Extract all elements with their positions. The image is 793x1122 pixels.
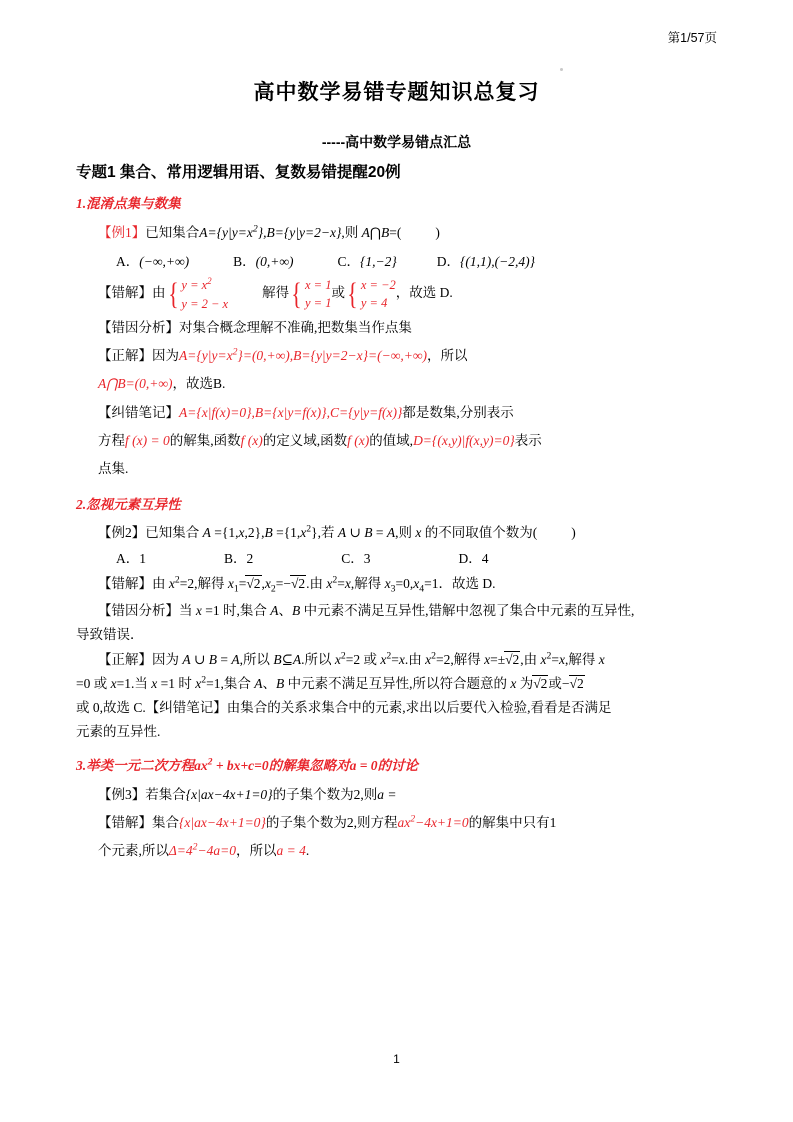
example-2-statement (76, 521, 717, 544)
system-3-line-2: y = 4 (360, 296, 388, 311)
example-3-statement (76, 782, 717, 808)
page-title: 高中数学易错专题知识总复习 (253, 81, 540, 104)
option2-A-key: A． (116, 550, 140, 566)
right-text-d-1: B. (213, 376, 226, 392)
option-A (116, 248, 189, 275)
note-text-a-1: 都是数集,分别表示 (402, 404, 514, 420)
example-3-label: 【例3】 (98, 786, 146, 802)
wrong-label-1: 【错解】 (98, 285, 152, 301)
option-D-value: {(1,1),(−2,4)} (460, 254, 536, 270)
example-2-correct-line-4 (76, 720, 717, 743)
option2-C (341, 545, 370, 572)
example-2-correct-line-2 (76, 672, 717, 695)
option-C (337, 248, 396, 275)
system-2-line-1: x = 1 (305, 277, 332, 292)
option2-D-value: 4 (481, 550, 489, 566)
wrong-math-a-3: {x|ax−4x+1=0} (179, 814, 266, 830)
note-math-e-1: D={(x,y)|f(x,y)=0} (413, 432, 515, 448)
option2-C-key: C． (341, 550, 364, 566)
right-text-c-1: ，故选 (172, 376, 214, 392)
page-header-label: 第1/57页 (667, 31, 717, 45)
example-3-text-b: 的子集个数为2,则 (272, 786, 378, 802)
option2-D (459, 545, 489, 572)
example-1-note-line-3 (76, 456, 717, 482)
wrong-text-b-1: 解得 (262, 285, 290, 301)
example-1-options (76, 248, 717, 275)
right-text-2a: 因为 A ∪ B = A,所以 B⊆A.所以 $x^2=2$ 或 $x^2=x$.由 $x^2=2$,解得 x=±√2,由 $x^2=x$,解得 x (152, 650, 605, 667)
option-C-key: C． (337, 254, 360, 270)
example-1-set-math: $A=\{y|y=x^2\},B=\{y|y=2-x\}$ (199, 223, 342, 240)
section-3-math: $ax^2$ + bx (194, 756, 241, 773)
option-B-value: (0,+∞) (255, 254, 294, 270)
wrong-text-a-3: 集合 (152, 814, 179, 830)
example-1-text-a: 已知集合 (145, 225, 200, 240)
example-1-label: 【例1】 (98, 225, 146, 240)
section-3-math2: a = 0 (349, 757, 378, 773)
example-2-cause-line-2 (76, 623, 717, 646)
example-1-correct-line-2 (76, 371, 717, 397)
topic-heading: 专题1 集合、常用逻辑用语、复数易错提醒20例 (76, 164, 401, 181)
option2-C-value: 3 (363, 550, 371, 566)
note-math-c-1: f (x) (240, 432, 263, 448)
right-math-b-1: A⋂B=(0,+∞) (98, 376, 173, 392)
right-math-a-1: $A=\{y|y=x^2\}=(0,+\infty),B=\{y|y=2-x\}=(-\infty,+\infty)$ (179, 346, 427, 364)
right-label-1: 【正解】 (98, 348, 152, 364)
option-A-value: (−∞,+∞) (139, 254, 190, 270)
example-3-wrong-line-2 (76, 838, 717, 864)
note-math-b-1: f (x) = 0 (125, 432, 170, 448)
option-C-value: {1,−2} (359, 254, 397, 270)
section-3-tail: 的讨论 (377, 757, 419, 773)
wrong-label-3: 【错解】 (98, 814, 152, 830)
wrong-math-d-3: a = 4 (276, 843, 306, 859)
wrong-text-2: 由 $x^2=2$,解得 $x_1=√2,x_2=-√2$.由 $x^2=x$,解得 $x_3=0,x_4=1$．故选 D. (152, 574, 496, 595)
example-2-cause-line-1 (76, 599, 717, 622)
section-3-prefix: 3.举类一元二次方程 (76, 757, 195, 773)
wrong-text-e-3: ，所以 (236, 843, 277, 859)
right-text-b-1: ，所以 (426, 348, 468, 364)
cause-text-2: 当 x =1 时,集合 A、B 中元素不满足互异性,错解中忽视了集合中元素的互异性, (179, 603, 635, 619)
note-label-1: 【纠错笔记】 (98, 404, 179, 420)
page-number-footer: 1 (393, 1052, 400, 1066)
wrong-text-a-1: 由 (152, 285, 166, 301)
note-text-d-1: 的定义域,函数 (262, 432, 348, 448)
example-1-text-b: ,则 A⋂B=( ) (341, 225, 440, 240)
example-3-math: {x|ax−4x+1=0} (185, 786, 273, 802)
option-B-key: B． (233, 254, 256, 270)
section-1-heading: 1.混淆点集与数集 (76, 196, 181, 211)
example-2-wrong (76, 572, 717, 598)
example-2-correct-line-1 (76, 648, 717, 671)
option-D (437, 248, 535, 275)
wrong-math-c-3: $\Delta=4^2-4a=0$ (168, 841, 237, 859)
example-1-wrong-solution (76, 275, 717, 312)
option2-B-value: 2 (246, 550, 254, 566)
right-text-2d: 元素的互异性. (76, 724, 161, 740)
example-3-math-b: a = (377, 786, 397, 802)
wrong-text-b-3: 的子集个数为2,则方程 (265, 814, 398, 830)
option2-A (116, 545, 146, 572)
note-text-e-1: 的值域, (369, 432, 414, 448)
wrong-text-f-3: . (305, 843, 310, 859)
note-text-f-1: 表示 (514, 432, 542, 448)
example-1-cause (76, 315, 717, 341)
system-1: { $y = x^2$ y = 2 − x (166, 275, 229, 312)
option2-B (224, 545, 253, 572)
system-3-line-1: x = −2 (360, 277, 396, 292)
cause-label-2: 【错因分析】 (98, 603, 179, 619)
wrong-or-1: 或 (331, 285, 345, 301)
wrong-math-b-3: $ax^2-4x+1=0$ (397, 813, 469, 830)
system-1-line-2: y = 2 − x (181, 296, 229, 311)
decorative-dot (560, 68, 563, 71)
option-B (233, 248, 293, 275)
note-text-c-1: 的解集,函数 (169, 432, 241, 448)
right-text-a-1: 因为 (152, 348, 179, 364)
section-3-suffix: 的解集忽略对 (268, 757, 350, 773)
example-1-note-line-2 (76, 428, 717, 454)
note-math-d-1: f (x) (347, 432, 370, 448)
option2-B-key: B． (224, 550, 247, 566)
wrong-text-c-1: ，故选 D. (395, 285, 453, 301)
example-1-note-line-1 (76, 400, 717, 426)
example-1-correct-line-1 (76, 343, 717, 369)
wrong-label-2: 【错解】 (98, 575, 152, 591)
cause-label-1: 【错因分析】 (98, 319, 179, 335)
note-math-a-1: A={x|f(x)=0},B={x|y=f(x)},C={y|y=f(x)} (179, 404, 403, 420)
section-3-heading (76, 754, 717, 774)
right-text-2c: 或 0,故选 C.【纠错笔记】由集合的关系求集合中的元素,求出以后要代入检验,看看是否满足 (76, 700, 612, 716)
option2-A-value: 1 (139, 550, 146, 566)
cause-text-1: 对集合概念理解不准确,把数集当作点集 (179, 319, 412, 335)
wrong-text-c-3: 的解集中只有1 (468, 814, 557, 830)
example-2-options (76, 545, 717, 572)
option-A-key: A． (116, 254, 140, 270)
section-2-heading: 2.忽视元素互异性 (76, 496, 181, 512)
wrong-text-d-3: 个元素,所以 (98, 843, 169, 859)
example-3-text-a: 若集合 (145, 786, 186, 802)
note-text-b-1: 方程 (98, 432, 125, 448)
example-2-text: 已知集合 $A =\{1,x,2\},B =\{1,x^2\}$,若 A ∪ B = A,则 x 的不同取值个数为( ) (145, 523, 576, 540)
option2-D-key: D． (458, 550, 482, 566)
system-3: { x = −2 y = 4 (347, 275, 396, 311)
option-D-key: D． (436, 254, 461, 270)
right-label-2: 【正解】 (98, 651, 152, 667)
note-text-g-1: 点集. (98, 461, 129, 477)
example-2-correct-line-3 (76, 696, 717, 719)
example-1-statement (76, 220, 717, 246)
cause-text-2b: 导致错误． (76, 627, 144, 643)
system-2: { x = 1 y = 1 (291, 275, 332, 311)
section-3-plus: +c=0 (240, 757, 269, 773)
right-text-2b: =0 或 x=1.当 x =1 时 $x^2=1$,集合 A、B 中元素不满足互异性,所以符合题意的 x 为√2或−√2 (76, 674, 584, 691)
system-1-line-1: $y = x^2$ (181, 276, 212, 293)
system-2-line-2: y = 1 (305, 296, 332, 311)
example-3-wrong-line-1 (76, 810, 717, 836)
example-2-label: 【例2】 (98, 524, 146, 540)
document-subtitle: -----高中数学易错点汇总 (321, 134, 472, 150)
